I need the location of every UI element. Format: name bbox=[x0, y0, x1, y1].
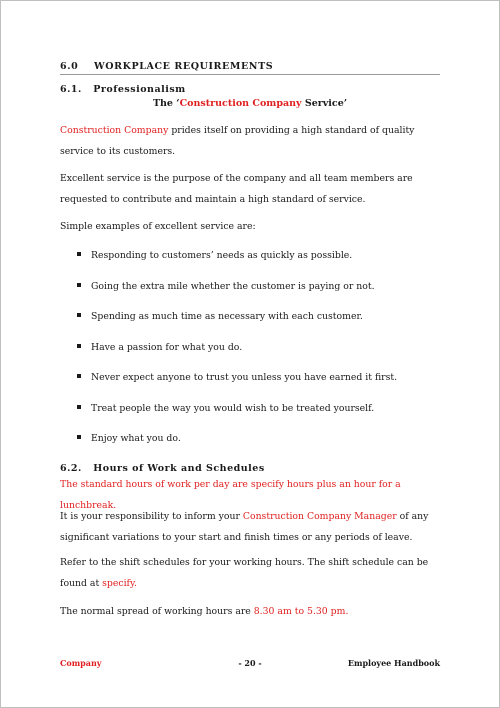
list-item-text: Treat people the way you would wish to be treated yourself. bbox=[91, 403, 375, 414]
manager-title: Construction Company Manager bbox=[242, 511, 397, 522]
paragraph-intro bbox=[60, 120, 445, 162]
list-item-text: Enjoy what you do. bbox=[91, 433, 181, 444]
service-title-prefix: The ‘ bbox=[152, 98, 180, 109]
subsection-heading-hours bbox=[60, 463, 265, 474]
working-hours-range: 8.30 am to 5.30 pm. bbox=[253, 606, 349, 617]
bullet-icon bbox=[77, 405, 81, 409]
company-name: Construction Company bbox=[60, 125, 169, 136]
subsection-number: 6.1. bbox=[60, 84, 82, 95]
list-item bbox=[77, 249, 352, 263]
bullet-icon bbox=[77, 435, 81, 439]
paragraph-purpose: Excellent service is the purpose of the company and all team members are requested to contribute and maintain a high standard of service. bbox=[60, 173, 413, 205]
service-title bbox=[60, 98, 440, 109]
list-item bbox=[77, 341, 242, 355]
paragraph-responsibility bbox=[60, 506, 445, 548]
subsection-title: Professionalism bbox=[93, 84, 186, 95]
list-item-text: Responding to customers’ needs as quickly as possible. bbox=[91, 250, 353, 261]
paragraph-working-spread bbox=[60, 601, 445, 622]
paragraph-shift-schedules bbox=[60, 552, 445, 594]
schedule-location: specify. bbox=[102, 578, 137, 589]
footer-company: Company bbox=[60, 658, 102, 668]
list-item-text: Never expect anyone to trust you unless you have earned it first. bbox=[91, 372, 398, 383]
bullet-icon bbox=[77, 252, 81, 256]
section-heading bbox=[60, 61, 440, 75]
bullet-icon bbox=[77, 283, 81, 287]
subsection-title: Hours of Work and Schedules bbox=[93, 463, 265, 474]
paragraph-examples-lead: Simple examples of excellent service are: bbox=[60, 221, 256, 232]
bullet-icon bbox=[77, 313, 81, 317]
subsection-heading-professionalism bbox=[60, 84, 186, 95]
subsection-number: 6.2. bbox=[60, 463, 82, 474]
service-title-suffix: Service’ bbox=[301, 98, 348, 109]
footer-doc-title: Employee Handbook bbox=[347, 658, 440, 668]
list-item-text: Spending as much time as necessary with each customer. bbox=[91, 311, 363, 322]
list-item bbox=[77, 371, 397, 385]
list-item-text: Going the extra mile whether the customer is paying or not. bbox=[91, 281, 375, 292]
paragraph-spread-text: The normal spread of working hours are bbox=[60, 606, 254, 617]
list-item bbox=[77, 310, 363, 324]
section-number: 6.0 bbox=[60, 61, 79, 72]
paragraph-standard-hours: The standard hours of work per day are specify hours plus an hour for a lunchbreak. bbox=[60, 479, 401, 511]
section-title: WORKPLACE REQUIREMENTS bbox=[93, 61, 274, 72]
bullet-icon bbox=[77, 374, 81, 378]
list-item bbox=[77, 402, 374, 416]
list-item bbox=[77, 432, 181, 446]
paragraph-intro-text: prides itself on providing a high standard of quality service to its customers. bbox=[60, 125, 415, 157]
list-item-text: Have a passion for what you do. bbox=[91, 342, 243, 353]
bullet-icon bbox=[77, 344, 81, 348]
footer-page-number: - 20 - bbox=[238, 658, 262, 668]
paragraph-shift-text: Refer to the shift schedules for your working hours. The shift schedule can be found at bbox=[60, 557, 429, 589]
list-item bbox=[77, 280, 375, 294]
paragraph-responsibility-text: It is your responsibility to inform your bbox=[60, 511, 243, 522]
service-title-company: Construction Company bbox=[179, 98, 302, 109]
paragraph-responsibility-text-end: of any significant variations to your start and finish times or any periods of leave. bbox=[60, 511, 429, 543]
